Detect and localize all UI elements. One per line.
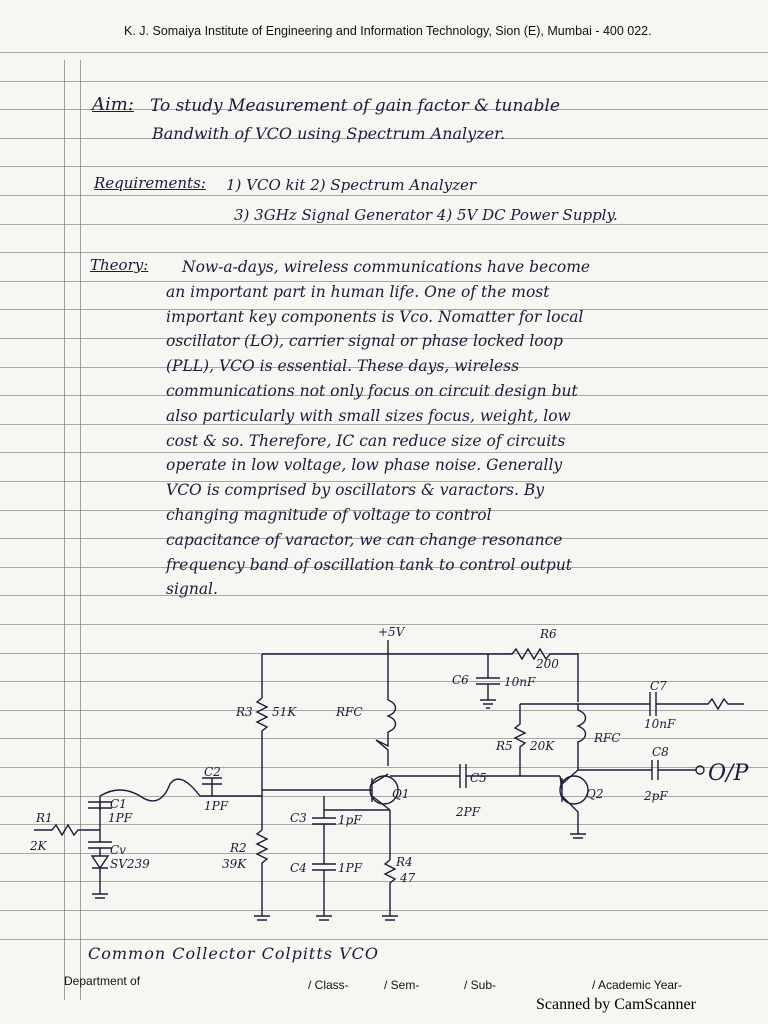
- c4-value: 1PF: [338, 861, 363, 875]
- theory-line: important key components is Vco. Nomatter for local: [166, 307, 584, 326]
- theory-line: also particularly with small sizes focus, weight, low: [166, 406, 571, 425]
- c2-value: 1PF: [204, 799, 229, 813]
- r4-label: R4: [396, 855, 413, 869]
- footer-sem: / Sem-: [384, 978, 420, 992]
- c1-label: C1: [110, 797, 127, 811]
- c7-capacitor: [578, 692, 744, 716]
- theory-line: VCO is comprised by oscillators & varactors. By: [166, 481, 545, 500]
- varactor-diode: [88, 826, 112, 898]
- ruled-line: [0, 252, 768, 253]
- theory-line: frequency band of oscillation tank to control output: [166, 555, 573, 574]
- requirements-line-1: 1) VCO kit 2) Spectrum Analyzer: [226, 176, 477, 194]
- r5-value: 20K: [530, 739, 555, 753]
- c2-label: C2: [204, 765, 221, 779]
- rfc2-inductor: [578, 704, 586, 770]
- rfc1-inductor: [388, 700, 396, 732]
- c8-label: C8: [652, 745, 669, 759]
- c4-capacitor: [312, 864, 336, 920]
- r5-label: R5: [496, 739, 513, 753]
- footer-class: / Class-: [308, 978, 349, 992]
- c3-value: 1pF: [338, 813, 362, 827]
- theory-line: an important part in human life. One of the most: [166, 282, 550, 301]
- theory-label: Theory:: [90, 256, 149, 274]
- r4-resistor: [382, 860, 398, 920]
- institute-header: K. J. Somaiya Institute of Engineering and Information Technology, Sion (E), Mumbai - 400 022.: [124, 24, 652, 38]
- aim-line-1: To study Measurement of gain factor & tunable: [150, 96, 560, 116]
- ruled-line: [0, 166, 768, 167]
- c5-value: 2PF: [456, 805, 481, 819]
- vco-circuit-diagram: [0, 620, 768, 950]
- c3-label: C3: [290, 811, 307, 825]
- c1-value: 1PF: [108, 811, 133, 825]
- c5-label: C5: [470, 771, 487, 785]
- c3-capacitor: [312, 810, 336, 864]
- theory-line: Now-a-days, wireless communications have become: [182, 258, 591, 276]
- vcc-label: +5V: [378, 625, 405, 639]
- r1-label: R1: [36, 811, 53, 825]
- c8-capacitor: [578, 760, 696, 780]
- theory-line: communications not only focus on circuit design but: [166, 382, 578, 400]
- ruled-line: [0, 595, 768, 596]
- ruled-line: [0, 452, 768, 453]
- ruled-line: [0, 224, 768, 225]
- c7-label: C7: [650, 679, 667, 693]
- c2-capacitor: [202, 778, 222, 796]
- r2-label: R2: [230, 841, 247, 855]
- output-terminal: [696, 766, 704, 774]
- requirements-line-2: 3) 3GHz Signal Generator 4) 5V DC Power Supply.: [234, 206, 618, 224]
- c6-capacitor: [476, 654, 500, 708]
- theory-line: signal.: [166, 580, 218, 599]
- r1-resistor: [34, 825, 100, 835]
- footer-department: Department of: [64, 974, 141, 988]
- circuit-caption: Common Collector Colpitts VCO: [88, 944, 379, 963]
- r2-value: 39K: [222, 857, 247, 871]
- ruled-line: [0, 195, 768, 196]
- theory-line: oscillator (LO), carrier signal or phase locked loop: [166, 332, 563, 351]
- r3-label: R3: [236, 705, 253, 719]
- ruled-line: [0, 52, 768, 53]
- aim-line-2: Bandwith of VCO using Spectrum Analyzer.: [152, 124, 506, 143]
- q2-transistor: [560, 776, 588, 804]
- rfc2-label: RFC: [594, 731, 621, 745]
- cv-value: SV239: [110, 857, 150, 871]
- c6-value: 10nF: [504, 675, 536, 689]
- ruled-line: [0, 81, 768, 82]
- r4-value: 47: [400, 871, 416, 885]
- theory-line: cost & so. Therefore, IC can reduce size of circuits: [166, 431, 566, 450]
- r5-resistor: [515, 704, 525, 776]
- camscanner-watermark: Scanned by CamScanner: [536, 996, 696, 1013]
- theory-line: (PLL), VCO is essential. These days, wireless: [166, 357, 520, 376]
- theory-line: capacitance of varactor, we can change resonance: [166, 530, 563, 549]
- c8-value: 2pF: [644, 789, 668, 803]
- rfc1-label: RFC: [336, 705, 363, 719]
- c6-label: C6: [452, 673, 469, 687]
- r3-value: 51K: [272, 705, 297, 719]
- footer-sub: / Sub-: [464, 978, 497, 992]
- c7-value: 10nF: [644, 717, 676, 731]
- q1-label: Q1: [392, 787, 410, 801]
- c4-label: C4: [290, 861, 307, 875]
- theory-line: changing magnitude of voltage to control: [166, 506, 492, 524]
- r2-resistor: [254, 830, 270, 920]
- r6-value: 200: [536, 657, 559, 671]
- r6-label: R6: [540, 627, 557, 641]
- footer-academic-year: / Academic Year-: [592, 978, 683, 992]
- output-label: O/P: [708, 761, 749, 786]
- theory-line: operate in low voltage, low phase noise. Generally: [166, 456, 563, 475]
- q2-label: Q2: [586, 787, 604, 801]
- requirements-label: Requirements:: [94, 174, 206, 192]
- aim-label: Aim:: [92, 94, 134, 115]
- r3-resistor: [257, 698, 267, 830]
- cv-label: Cv: [110, 843, 126, 857]
- r1-value: 2K: [30, 839, 47, 853]
